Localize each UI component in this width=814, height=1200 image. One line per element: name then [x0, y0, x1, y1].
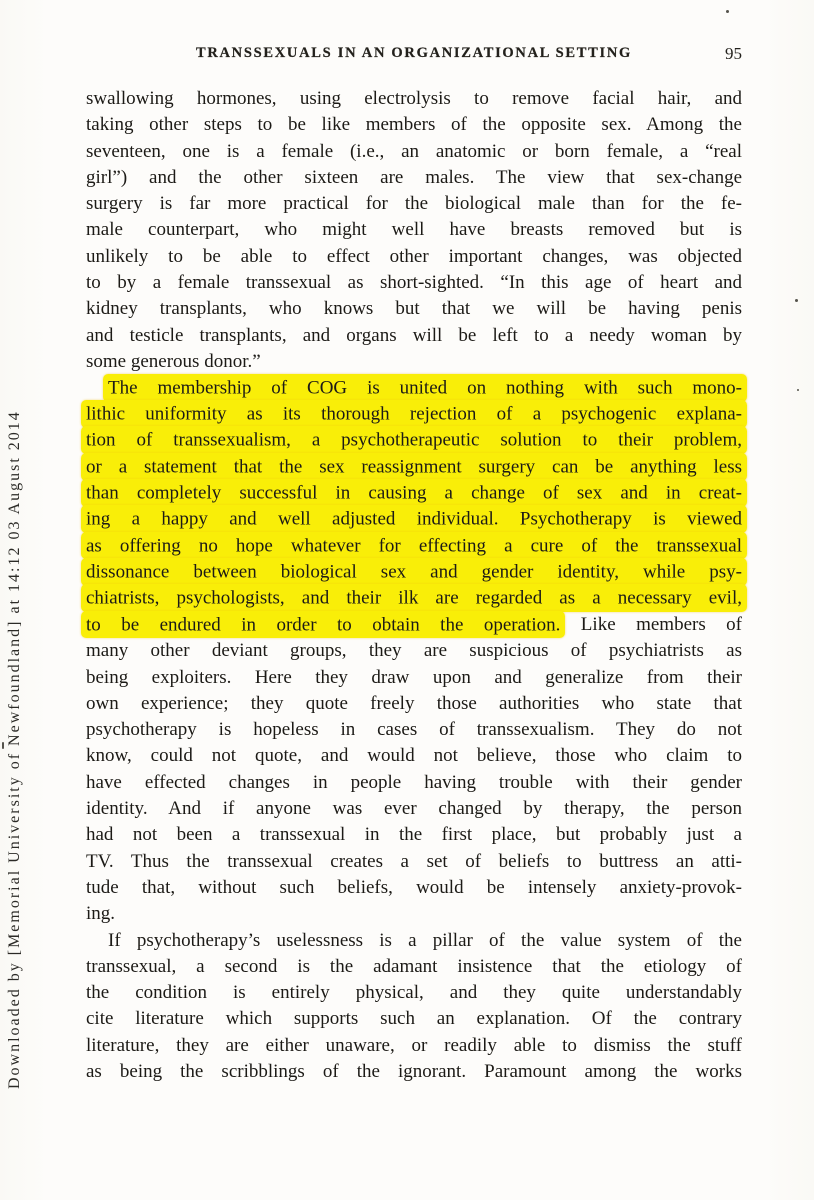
body-line — [86, 139, 742, 165]
body-text: transsexual, a second is the adamant insistence that the etiology of — [86, 955, 742, 977]
body-line — [86, 717, 742, 743]
body-text: TV. Thus the transsexual creates a set of beliefs to buttress an atti- — [86, 850, 742, 872]
body-line — [86, 665, 742, 691]
body-line — [86, 980, 742, 1006]
body-text: cite literature which supports such an explanation. Of the contrary — [86, 1008, 742, 1030]
scan-speck — [2, 742, 4, 749]
body-line — [86, 112, 742, 138]
scan-speck — [797, 389, 799, 391]
body-line — [86, 901, 742, 927]
body-text: identity. And if anyone was ever changed by therapy, the person — [86, 798, 742, 820]
scan-speck — [795, 299, 798, 302]
body-text: literature, they are either unaware, or readily able to dismiss the stuff — [86, 1034, 742, 1056]
body-line — [86, 349, 742, 375]
body-line — [86, 480, 742, 506]
body-text: the condition is entirely physical, and they quite understandably — [86, 982, 742, 1004]
body-line — [86, 1006, 742, 1032]
download-watermark: Downloaded by [Memorial University of Newfoundland] at 14:12 03 August 2014 — [6, 410, 23, 1089]
body-text: had not been a transsexual in the first place, but probably just a — [86, 824, 742, 846]
highlighted-text: to be endured in order to obtain the operation. — [81, 611, 565, 639]
body-line — [86, 244, 742, 270]
body-text: ing. — [86, 903, 116, 925]
body-text: and testicle transplants, and organs will be left to a needy woman by — [86, 324, 742, 346]
body-text: surgery is far more practical for the biological male than for the fe- — [86, 193, 742, 215]
highlighted-text: chiatrists, psychologists, and their ilk are regarded as a necessary evil, — [81, 584, 747, 612]
body-line — [86, 743, 742, 769]
body-line — [86, 928, 742, 954]
body-text: many other deviant groups, they are suspicious of psychiatrists as — [86, 640, 742, 662]
body-line — [86, 191, 742, 217]
body-line — [86, 875, 742, 901]
body-line — [86, 796, 742, 822]
body-text: girl”) and the other sixteen are males. The view that sex-change — [86, 166, 742, 188]
highlighted-text: or a statement that the sex reassignment surgery can be anything less — [81, 453, 747, 481]
body-line — [86, 638, 742, 664]
highlighted-text: as offering no hope whatever for effecting a cure of the transsexual — [81, 532, 747, 560]
body-text: kidney transplants, who knows but that we will be having penis — [86, 298, 742, 320]
highlighted-text: ing a happy and well adjusted individual. Psychotherapy is viewed — [81, 505, 747, 533]
body-text: swallowing hormones, using electrolysis to remove facial hair, and — [86, 88, 742, 109]
body-line — [86, 533, 742, 559]
body-text: tude that, without such beliefs, would be intensely anxiety-provok- — [86, 876, 742, 898]
body-line — [86, 270, 742, 296]
body-line — [86, 323, 742, 349]
page-number: 95 — [725, 44, 742, 63]
body-line — [86, 86, 742, 112]
highlighted-text: than completely successful in causing a change of sex and in creat- — [81, 479, 747, 507]
highlighted-text: dissonance between biological sex and gender identity, while psy- — [81, 558, 747, 586]
body-line — [86, 165, 742, 191]
body-text: to by a female transsexual as short-sighted. “In this age of heart and — [86, 272, 742, 294]
page-body — [86, 86, 742, 1085]
body-line — [86, 691, 742, 717]
scan-speck — [726, 10, 729, 13]
highlighted-text: tion of transsexualism, a psychotherapeutic solution to their problem, — [81, 426, 747, 454]
highlighted-text: The membership of COG is united on nothing with such mono- — [103, 374, 747, 402]
body-line — [86, 1059, 742, 1085]
body-line — [86, 822, 742, 848]
body-text: own experience; they quote freely those authorities who state that — [86, 692, 742, 714]
body-line — [86, 954, 742, 980]
body-text: being exploiters. Here they draw upon and generalize from their — [86, 666, 742, 688]
body-line — [86, 296, 742, 322]
body-line — [86, 586, 742, 612]
body-text: seventeen, one is a female (i.e., an anatomic or born female, a “real — [86, 140, 742, 162]
body-text: psychotherapy is hopeless in cases of transsexualism. They do not — [86, 719, 742, 741]
body-line — [86, 559, 742, 585]
highlighted-text: lithic uniformity as its thorough rejection of a psychogenic explana- — [81, 400, 747, 428]
running-head: TRANSSEXUALS IN AN ORGANIZATIONAL SETTING — [195, 45, 633, 61]
body-text: as being the scribblings of the ignorant. Paramount among the works — [86, 1060, 742, 1082]
body-line — [86, 402, 742, 428]
body-text: some generous donor.” — [86, 350, 261, 372]
body-line — [86, 507, 742, 533]
body-line — [86, 454, 742, 480]
body-text: male counterpart, who might well have breasts removed but is — [86, 219, 742, 241]
body-text: unlikely to be able to effect other important changes, was objected — [86, 245, 742, 267]
body-line — [86, 428, 742, 454]
page-header — [86, 45, 742, 65]
body-text: have effected changes in people having trouble with their gender — [86, 771, 742, 793]
body-line — [86, 217, 742, 243]
body-line — [86, 770, 742, 796]
body-text: Like members of — [560, 613, 742, 635]
body-line — [86, 375, 742, 401]
body-text: know, could not quote, and would not believe, those who claim to — [86, 745, 742, 767]
body-text: If psychotherapy’s uselessness is a pillar of the value system of the — [108, 929, 742, 951]
body-line — [86, 612, 742, 638]
body-line — [86, 1033, 742, 1059]
body-text: taking other steps to be like members of the opposite sex. Among the — [86, 114, 742, 136]
body-line — [86, 849, 742, 875]
